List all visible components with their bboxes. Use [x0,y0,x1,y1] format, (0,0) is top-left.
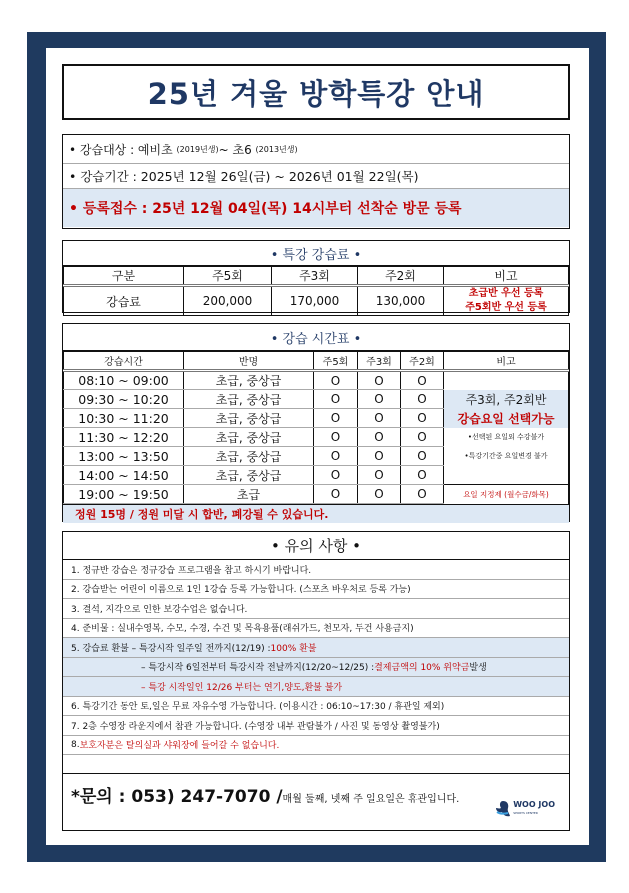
schedule-row [64,447,569,466]
fee-title: • 특강 강습료 • [63,241,569,266]
schedule-header: 강습시간 [64,352,184,371]
schedule-row [64,485,569,504]
schedule-row [64,371,569,390]
schedule-class: 초급, 중상급 [184,428,314,447]
logo [495,800,555,818]
fee-cell: 130,000 [358,286,444,316]
remark-empty [444,466,569,485]
fee-header: 구분 [64,267,184,286]
logo-sub: SPORTS CENTER [513,811,538,815]
fee-header: 비고 [444,267,569,286]
page-title: 25년 겨울 방학특강 안내 [62,64,570,120]
schedule-mark: O [314,371,358,390]
schedule-mark: O [358,485,401,504]
schedule-footer: 정원 15명 / 정원 미달 시 합반, 폐강될 수 있습니다. [63,504,569,523]
remark-rule: •특강기간중 요일변경 불가 [444,447,569,466]
schedule-time: 19:00 ~ 19:50 [64,485,184,504]
schedule-row [64,428,569,447]
schedule-mark: O [401,428,444,447]
target-mid: ~ 초6 [218,142,252,157]
info-period: • 강습기간 : 2025년 12월 26일(금) ~ 2026년 01월 22일(목) [63,164,569,189]
closed-days: 매월 둘째, 넷째 주 일요일은 휴관입니다. [282,794,460,805]
contact-line [63,774,569,807]
note-item: 2. 강습받는 어린이 이름으로 1인 1강습 등록 가능합니다. (스포츠 바우처로 등록 가능) [63,580,569,600]
schedule-mark: O [358,466,401,485]
schedule-mark: O [314,447,358,466]
note-item: 7. 2층 수영장 라운지에서 참관 가능합니다. (수영장 내부 관람불가 / 사진 및 동영상 촬영불가) [63,716,569,736]
schedule-mark: O [401,409,444,428]
remark-select-day: 강습요일 선택가능 [444,409,569,428]
note-item: 1. 정규반 강습은 정규강습 프로그램을 참고 하시기 바랍니다. [63,560,569,580]
schedule-mark: O [314,409,358,428]
target-year-start: (2019년생) [176,144,219,154]
note-number: 8. [71,739,80,750]
info-box [62,134,570,229]
schedule-class: 초급, 중상급 [184,466,314,485]
schedule-time: 09:30 ~ 10:20 [64,390,184,409]
refund2-tail: 발생 [469,663,487,674]
note-refund [63,638,569,658]
logo-text [513,801,555,817]
refund2-text: – 특강시작 6일전부터 특강시작 전날까지(12/20~12/25) : [141,663,375,674]
schedule-mark: O [314,390,358,409]
contact-phone: *문의 : 053) 247-7070 / [71,787,283,807]
info-registration: • 등록접수 : 25년 12월 04일(목) 14시부터 선착순 방문 등록 [63,189,569,227]
schedule-header: 비고 [444,352,569,371]
notes-box [62,531,570,831]
schedule-mark: O [401,485,444,504]
schedule-mark: O [314,485,358,504]
fee-cell: 170,000 [272,286,358,316]
remark-frequency: 주3회, 주2회반 [444,390,569,409]
schedule-time: 11:30 ~ 12:20 [64,428,184,447]
fee-header: 주2회 [358,267,444,286]
note-item: 6. 특강기간 동안 토,일은 무료 자유수영 가능합니다. (이용시간 : 06:10~17:30 / 휴관일 제외) [63,697,569,717]
fee-header: 주5회 [184,267,272,286]
refund-highlight: 100% 환불 [270,643,317,654]
fee-cell: 강습료 [64,286,184,316]
fee-header: 주3회 [272,267,358,286]
schedule-mark: O [358,390,401,409]
note-item: 3. 결석, 지각으로 인한 보강수업은 없습니다. [63,599,569,619]
remark-empty [444,371,569,390]
schedule-mark: O [358,409,401,428]
info-target [63,135,569,164]
schedule-mark: O [358,371,401,390]
schedule-class: 초급 [184,485,314,504]
schedule-class: 초급, 중상급 [184,371,314,390]
note-refund-2 [63,658,569,678]
fee-remark: 초급반 우선 등록 [468,288,544,299]
schedule-title: • 강습 시간표 • [63,324,569,351]
schedule-mark: O [401,466,444,485]
schedule-mark: O [358,428,401,447]
schedule-mark: O [358,447,401,466]
refund-text: 5. 강습료 환불 – 특강시작 일주일 전까지(12/19) : [71,643,271,654]
schedule-header: 주5회 [314,352,358,371]
note-item: 4. 준비물 : 실내수영복, 수모, 수경, 수건 및 목욕용품(래쉬가드, 천모자, 두건 사용금지) [63,619,569,639]
schedule-class: 초급, 중상급 [184,409,314,428]
schedule-mark: O [314,466,358,485]
schedule-header: 주2회 [401,352,444,371]
schedule-row [64,390,569,409]
notes-title: • 유의 사항 • [63,532,569,560]
schedule-header: 주3회 [358,352,401,371]
note-text: 보호자분은 탈의실과 샤워장에 들어갈 수 없습니다. [79,741,280,752]
remark-rule: •선택된 요일외 수강불가 [444,428,569,447]
note-blank [63,755,569,774]
remark-fixed-days: 요일 지정제 (월수금/화목) [444,485,569,504]
schedule-time: 14:00 ~ 14:50 [64,466,184,485]
schedule-time: 08:10 ~ 09:00 [64,371,184,390]
schedule-row [64,466,569,485]
fee-table [62,240,570,313]
schedule-class: 초급, 중상급 [184,390,314,409]
schedule-header: 반명 [184,352,314,371]
swimmer-logo-icon [495,800,511,818]
logo-name: WOO JOO [513,800,555,809]
refund2-highlight: 결제금액의 10% 위약금 [374,663,470,674]
fee-remarks [444,286,569,316]
schedule-mark: O [314,428,358,447]
fee-remark: 주5회반 우선 등록 [465,302,547,313]
note-item-8 [63,736,569,756]
target-text: • 강습대상 : 예비초 [69,142,173,157]
schedule-table [62,323,570,522]
note-refund-3: – 특강 시작일인 12/26 부터는 연기,양도,환불 불가 [63,677,569,697]
schedule-mark: O [401,447,444,466]
fee-cell: 200,000 [184,286,272,316]
schedule-row [64,409,569,428]
schedule-mark: O [401,371,444,390]
schedule-mark: O [401,390,444,409]
target-year-end: (2013년생) [255,144,298,154]
schedule-time: 13:00 ~ 13:50 [64,447,184,466]
schedule-time: 10:30 ~ 11:20 [64,409,184,428]
schedule-class: 초급, 중상급 [184,447,314,466]
